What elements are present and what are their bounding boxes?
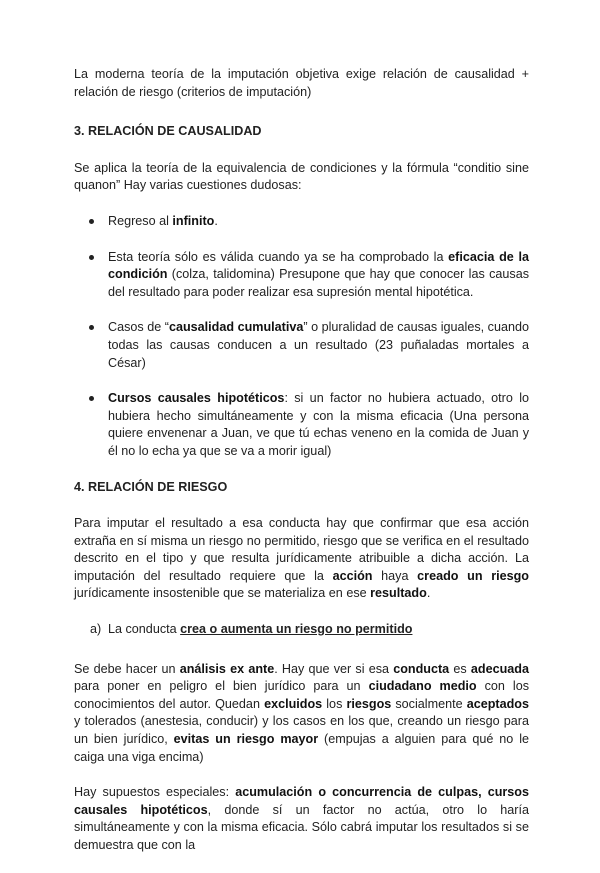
list-item: Esta teoría sólo es válida cuando ya se ha comprobado la eficacia de la condición (colza, talidomina) Presupone que hay que conocer las causas del resultado para poder realizar esa supresión mental hipotética.	[74, 249, 529, 302]
bullet-icon	[89, 219, 94, 224]
section-4-paragraph-1: Para imputar el resultado a esa conducta hay que confirmar que esa acción extraña en sí misma un riesgo no permitido, riesgo que se verifica en el resultado descrito en el tipo y que resulta jurídicamente atribuible a dicha acción. La imputación del resultado requiere que la acción haya creado un riesgo jurídicamente insostenible que se materializa en ese resultado.	[74, 516, 530, 601]
subsection-marker: a)	[90, 622, 102, 637]
bullet-icon	[89, 396, 94, 401]
section-4-paragraph-3: Hay supuestos especiales: acumulación o concurrencia de culpas, cursos causales hipotéticos, donde sí un factor no actúa, otro lo haría simultáneamente y con la misma eficacia. Sólo cabrá imputar los resultados si se demuestra que con la	[74, 785, 530, 852]
list-item: Casos de “causalidad cumulativa” o pluralidad de causas iguales, cuando todas las causas conducen a un resultado (23 puñaladas mortales a César)	[74, 319, 529, 372]
section-4-paragraph-2: Se debe hacer un análisis ex ante. Hay que ver si esa conducta es adecuada para poner en peligro el bien jurídico para un ciudadano medio con los conocimientos del autor. Quedan excluidos los riesgos socialmente aceptados y tolerados (anestesia, conducir) y los casos en los que, creando un riesgo para un bien jurídico, evitas un riesgo mayor (empujas a alguien para qué no le caiga una viga encima)	[74, 661, 530, 764]
list-item: Regreso al infinito.	[74, 213, 529, 231]
causality-issues-list	[74, 213, 529, 461]
section-3-paragraph: Se aplica la teoría de la equivalencia de condiciones y la fórmula “conditio sine quanon” Hay varias cuestiones dudosas:	[74, 160, 529, 193]
section-4-heading: 4. RELACIÓN DE RIESGO	[74, 479, 228, 494]
subsection-a: a) La conducta crea o aumenta un riesgo no permitido	[74, 621, 529, 639]
bullet-icon	[89, 325, 94, 330]
intro-paragraph: La moderna teoría de la imputación objetiva exige relación de causalidad + relación de riesgo (criterios de imputación)	[74, 67, 529, 99]
section-3-heading: 3. RELACIÓN DE CAUSALIDAD	[74, 124, 262, 139]
subsection-title: crea o aumenta un riesgo no permitido	[180, 622, 413, 637]
document-page	[74, 66, 529, 873]
list-item: Cursos causales hipotéticos: si un factor no hubiera actuado, otro lo hubiera hecho simultáneamente y con la misma eficacia (Una persona quiere envenenar a Juan, ve que tú echas veneno en la comida de Juan y él no lo echa ya que se va a morir igual)	[74, 390, 529, 460]
bullet-icon	[89, 255, 94, 260]
